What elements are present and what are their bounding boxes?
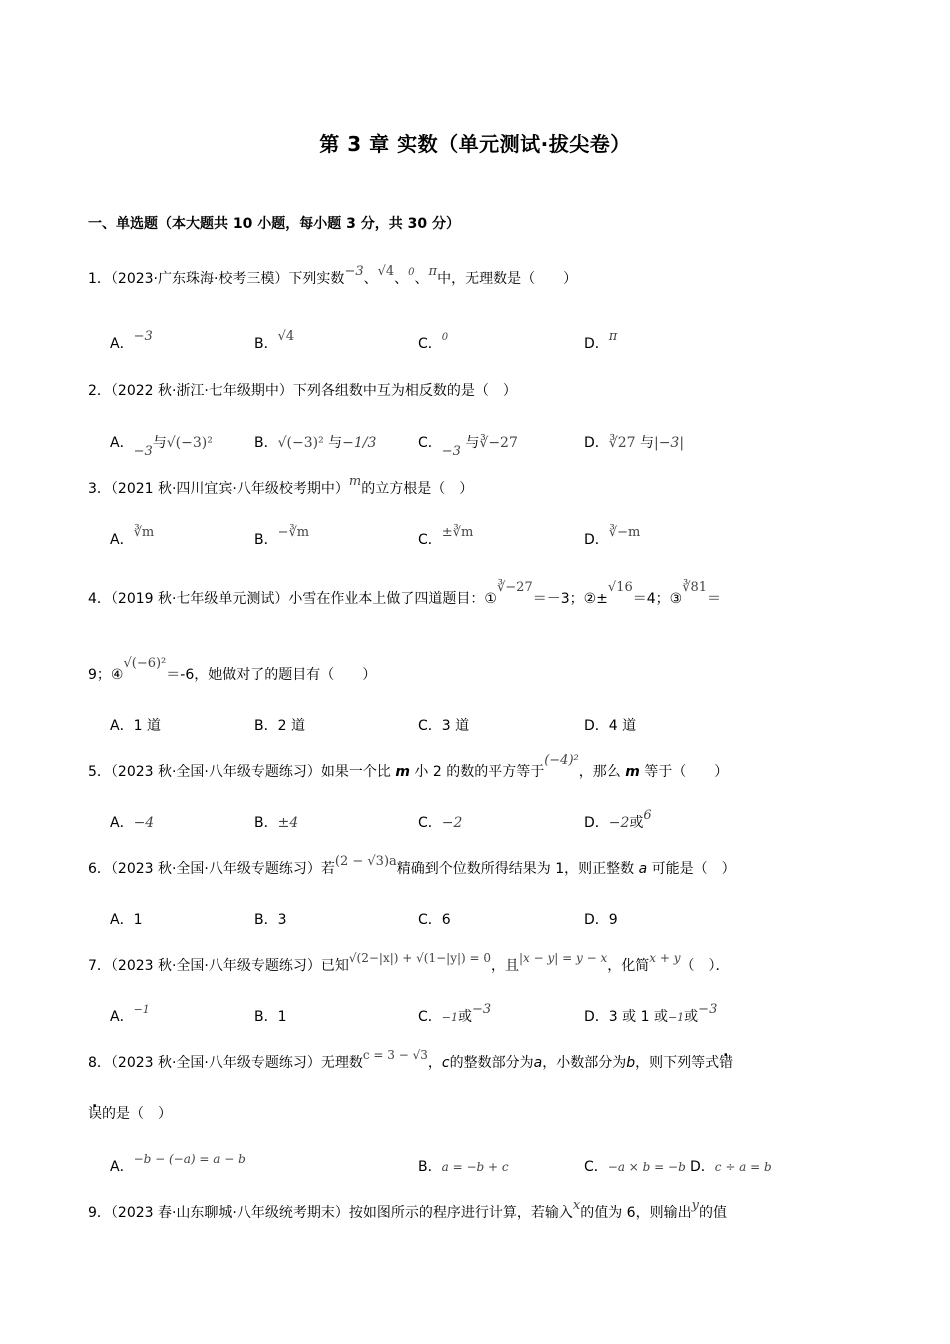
question-9: 9．（2023 春·山东聊城·八年级统考期末）按如图所示的程序进行计算，若输入x的值为 6，则输出y的值 (88, 1198, 727, 1221)
q3-option-a[interactable]: A．∛m (110, 525, 155, 548)
q1-option-c[interactable]: C．$^0$ (418, 332, 449, 352)
q4-option-b[interactable]: B．2 道 (254, 718, 305, 734)
question-4-line-2: 9；④√(−6)²＝-6，她做对了的题目有（ ） (88, 656, 377, 683)
question-2: 2．（2022 秋·浙江·七年级期中）下列各组数中互为相反数的是（ ） (88, 383, 517, 399)
question-6: 6．（2023 秋·全国·八年级专题练习）若(2 − √3)a精确到个位数所得结果为 1，则正整数 a 可能是（ ） (88, 854, 736, 877)
q7-option-a[interactable]: A．$^{-1}$ (110, 1003, 150, 1025)
q4-option-d[interactable]: D．4 道 (584, 718, 637, 734)
q6-option-c[interactable]: C．6 (418, 912, 451, 928)
question-5: 5．（2023 秋·全国·八年级专题练习）如果一个比 m 小 2 的数的平方等于(−4)²，那么 m 等于（ ） (88, 753, 729, 780)
q1-option-b[interactable]: B．√4 (254, 329, 295, 352)
q3-option-b[interactable]: B．−∛m (254, 525, 310, 548)
q6-option-a[interactable]: A．1 (110, 912, 143, 928)
q3-option-c[interactable]: C．±∛m (418, 525, 474, 548)
q4-option-a[interactable]: A．1 道 (110, 718, 161, 734)
q7-option-d[interactable]: D．3 或 1 或−1或−3 (584, 1002, 718, 1025)
q8-option-a[interactable]: A．−b − (−a) = a − b (110, 1152, 246, 1175)
question-8-line-1: 8．（2023 秋·全国·八年级专题练习）无理数c = 3 − √3，c的整数部分为a，小数部分为b，则下列等式错 (88, 1048, 734, 1071)
q8-option-b[interactable]: B．a = −b + c (418, 1159, 509, 1175)
question-4-line-1: 4．（2019 秋·七年级单元测试）小雪在作业本上做了四道题目：①∛−27＝－3；②±√16＝4；③∛81＝ (88, 580, 722, 607)
q2-option-d[interactable]: D．∛27 与|−3| (584, 435, 685, 451)
q8-option-c[interactable]: C．−a × b = −b (584, 1159, 686, 1175)
question-3: 3．（2021 秋·四川宜宾·八年级校考期中）m的立方根是（ ） (88, 474, 474, 497)
q8-option-d[interactable]: D．c ÷ a = b (690, 1159, 772, 1175)
page-title: 第 3 章 实数（单元测试·拔尖卷） (319, 132, 631, 156)
q5-option-c[interactable]: C．−2 (418, 815, 463, 831)
q6-option-d[interactable]: D．9 (584, 912, 618, 928)
q1-option-d[interactable]: D．π (584, 329, 618, 352)
q5-option-d[interactable]: D．−2或6 (584, 808, 652, 831)
q7-option-c[interactable]: C．−1或−3 (418, 1002, 492, 1025)
q7-option-b[interactable]: B．1 (254, 1009, 287, 1025)
q3-option-d[interactable]: D．∛−m (584, 525, 641, 548)
question-7: 7．（2023 秋·全国·八年级专题练习）已知√(2−|x|) + √(1−|y|) = 0，且|x − y| = y − x，化简x + y（ ）． (88, 951, 730, 974)
section-heading: 一、单选题（本大题共 10 小题，每小题 3 分，共 30 分） (88, 216, 460, 232)
q6-option-b[interactable]: B．3 (254, 912, 287, 928)
q4-option-c[interactable]: C．3 道 (418, 718, 470, 734)
q5-option-b[interactable]: B．±4 (254, 815, 299, 831)
q1-option-a[interactable]: A．−3 (110, 329, 153, 352)
q2-option-c[interactable]: C．−3 与∛−27 (418, 435, 518, 459)
q5-option-a[interactable]: A．−4 (110, 815, 155, 831)
question-8-line-2: 误的是（ ） (88, 1106, 172, 1122)
q2-option-a[interactable]: A．−3与√(−3)² (110, 435, 213, 459)
question-1: 1．（2023·广东珠海·校考三模）下列实数−3、√4、$^0$、π中，无理数是（ ） (88, 264, 578, 287)
q2-option-b[interactable]: B．√(−3)² 与−1/3 (254, 435, 377, 451)
